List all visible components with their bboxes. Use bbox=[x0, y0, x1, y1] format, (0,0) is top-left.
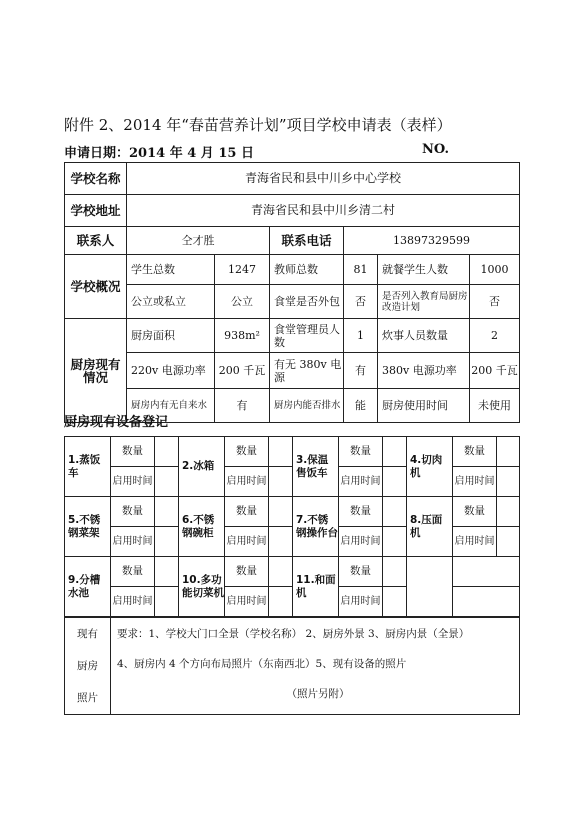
power220-label: 220v 电源功率 bbox=[127, 353, 215, 389]
contact-label: 联系人 bbox=[65, 227, 127, 255]
drain-value: 能 bbox=[344, 389, 378, 423]
school-address-label: 学校地址 bbox=[65, 195, 127, 227]
diners-label: 就餐学生人数 bbox=[378, 255, 470, 285]
equipment-qty-label: 数量 bbox=[225, 497, 269, 527]
photos-label bbox=[65, 618, 111, 715]
equipment-qty-label: 数量 bbox=[339, 497, 383, 527]
equipment-qty-value[interactable] bbox=[383, 437, 407, 467]
equipment-qty-value[interactable] bbox=[155, 437, 179, 467]
equipment-qty-value[interactable] bbox=[269, 557, 293, 587]
cooks-value: 2 bbox=[470, 319, 520, 353]
equipment-name bbox=[407, 557, 453, 617]
has380-label: 有无 380v 电源 bbox=[270, 353, 344, 389]
equipment-start-time-label: 启用时间 bbox=[339, 587, 383, 617]
cooks-label: 炊事人员数量 bbox=[378, 319, 470, 353]
outsourced-label: 食堂是否外包 bbox=[270, 285, 344, 319]
photos-attached-note: （照片另附） bbox=[286, 688, 350, 700]
managers-label: 食堂管理员人数 bbox=[270, 319, 344, 353]
equipment-table bbox=[64, 436, 520, 617]
usetime-value: 未使用 bbox=[470, 389, 520, 423]
equipment-qty-value[interactable] bbox=[155, 497, 179, 527]
diners-value: 1000 bbox=[470, 255, 520, 285]
school-name-value: 青海省民和县中川乡中心学校 bbox=[127, 163, 520, 195]
equipment-name: 7.不锈钢操作台 bbox=[293, 497, 339, 557]
school-address-value: 青海省民和县中川乡清二村 bbox=[127, 195, 520, 227]
usetime-label: 厨房使用时间 bbox=[378, 389, 470, 423]
equipment-qty-value[interactable] bbox=[269, 497, 293, 527]
has380-value: 有 bbox=[344, 353, 378, 389]
equipment-qty-value[interactable] bbox=[497, 437, 520, 467]
equipment-qty-label: 数量 bbox=[111, 437, 155, 467]
equipment-name: 11.和面机 bbox=[293, 557, 339, 617]
equipment-qty-label: 数量 bbox=[225, 557, 269, 587]
renovation-plan-value: 否 bbox=[470, 285, 520, 319]
kitchen-area-label: 厨房面积 bbox=[127, 319, 215, 353]
kitchen-label: 厨房现有情况 bbox=[65, 319, 127, 423]
students-value: 1247 bbox=[215, 255, 270, 285]
equipment-qty-value[interactable] bbox=[269, 437, 293, 467]
equipment-qty-label: 数量 bbox=[111, 557, 155, 587]
equipment-start-time-value[interactable] bbox=[155, 587, 179, 617]
equipment-start-time-value[interactable] bbox=[155, 527, 179, 557]
photos-label-line: 照片 bbox=[77, 692, 98, 704]
equipment-name: 4.切肉机 bbox=[407, 437, 453, 497]
power380-value: 200 千瓦 bbox=[470, 353, 520, 389]
photos-label-line: 厨房 bbox=[77, 660, 98, 672]
form-title: 附件 2、2014 年“春苗营养计划”项目学校申请表（表样） bbox=[64, 116, 452, 134]
application-date: 申请日期：2014 年 4 月 15 日 bbox=[64, 146, 254, 161]
equipment-start-time-label: 启用时间 bbox=[111, 587, 155, 617]
phone-label: 联系电话 bbox=[270, 227, 344, 255]
equipment-name: 6.不锈钢碗柜 bbox=[179, 497, 225, 557]
equipment-start-time-label: 启用时间 bbox=[339, 527, 383, 557]
equipment-start-time-label: 启用时间 bbox=[339, 467, 383, 497]
photos-table bbox=[64, 617, 520, 715]
empty-cell bbox=[453, 557, 520, 587]
school-type-value: 公立 bbox=[215, 285, 270, 319]
equipment-start-time-label: 启用时间 bbox=[225, 587, 269, 617]
photos-label-line: 现有 bbox=[77, 628, 98, 640]
power220-value: 200 千瓦 bbox=[215, 353, 270, 389]
equipment-start-time-label: 启用时间 bbox=[111, 467, 155, 497]
students-label: 学生总数 bbox=[127, 255, 215, 285]
contact-value: 仝才胜 bbox=[127, 227, 270, 255]
equipment-start-time-value[interactable] bbox=[383, 527, 407, 557]
equipment-qty-label: 数量 bbox=[453, 497, 497, 527]
tapwater-label: 厨房内有无自来水 bbox=[127, 389, 215, 423]
kitchen-area-value: 938m² bbox=[215, 319, 270, 353]
equipment-start-time-label: 启用时间 bbox=[453, 527, 497, 557]
equipment-qty-value[interactable] bbox=[155, 557, 179, 587]
power380-label: 380v 电源功率 bbox=[378, 353, 470, 389]
equipment-start-time-value[interactable] bbox=[269, 527, 293, 557]
equipment-start-time-value[interactable] bbox=[269, 587, 293, 617]
equipment-qty-label: 数量 bbox=[225, 437, 269, 467]
equipment-start-time-label: 启用时间 bbox=[225, 527, 269, 557]
equipment-name: 3.保温售饭车 bbox=[293, 437, 339, 497]
equipment-start-time-label: 启用时间 bbox=[225, 467, 269, 497]
equipment-start-time-value[interactable] bbox=[269, 467, 293, 497]
equipment-qty-label: 数量 bbox=[339, 437, 383, 467]
equipment-start-time-value[interactable] bbox=[497, 527, 520, 557]
equipment-name: 8.压面机 bbox=[407, 497, 453, 557]
renovation-plan-label: 是否列入教育局厨房改造计划 bbox=[378, 285, 470, 319]
teachers-value: 81 bbox=[344, 255, 378, 285]
equipment-name: 9.分槽水池 bbox=[65, 557, 111, 617]
equipment-qty-value[interactable] bbox=[383, 557, 407, 587]
school-name-label: 学校名称 bbox=[65, 163, 127, 195]
equipment-start-time-label: 启用时间 bbox=[453, 467, 497, 497]
outsourced-value: 否 bbox=[344, 285, 378, 319]
equipment-name: 1.蒸饭车 bbox=[65, 437, 111, 497]
equipment-name: 10.多功能切菜机 bbox=[179, 557, 225, 617]
equipment-start-time-value[interactable] bbox=[383, 467, 407, 497]
equipment-qty-value[interactable] bbox=[497, 497, 520, 527]
empty-cell bbox=[453, 587, 520, 617]
school-info-table bbox=[64, 162, 520, 423]
overview-label: 学校概况 bbox=[65, 255, 127, 319]
equipment-start-time-label: 启用时间 bbox=[111, 527, 155, 557]
tapwater-value: 有 bbox=[215, 389, 270, 423]
equipment-section-title: 厨房现有设备登记 bbox=[64, 415, 169, 430]
managers-value: 1 bbox=[344, 319, 378, 353]
equipment-start-time-value[interactable] bbox=[497, 467, 520, 497]
requirements-line-1: 要求：1、学校大门口全景（学校名称） 2、厨房外景 3、厨房内景（全景） bbox=[117, 628, 470, 640]
equipment-qty-label: 数量 bbox=[111, 497, 155, 527]
date-row bbox=[64, 142, 519, 161]
drain-label: 厨房内能否排水 bbox=[270, 389, 344, 423]
requirements-line-2: 4、厨房内 4 个方向布局照片（东南西北）5、现有设备的照片 bbox=[117, 658, 407, 670]
phone-value: 13897329599 bbox=[344, 227, 520, 255]
equipment-start-time-value[interactable] bbox=[155, 467, 179, 497]
school-type-label: 公立或私立 bbox=[127, 285, 215, 319]
form-number-label: NO. bbox=[422, 142, 449, 157]
equipment-qty-label: 数量 bbox=[339, 557, 383, 587]
equipment-name: 5.不锈钢菜架 bbox=[65, 497, 111, 557]
equipment-qty-value[interactable] bbox=[383, 497, 407, 527]
equipment-qty-label: 数量 bbox=[453, 437, 497, 467]
equipment-name: 2.冰箱 bbox=[179, 437, 225, 497]
photo-requirements bbox=[111, 618, 520, 715]
equipment-start-time-value[interactable] bbox=[383, 587, 407, 617]
teachers-label: 教师总数 bbox=[270, 255, 344, 285]
